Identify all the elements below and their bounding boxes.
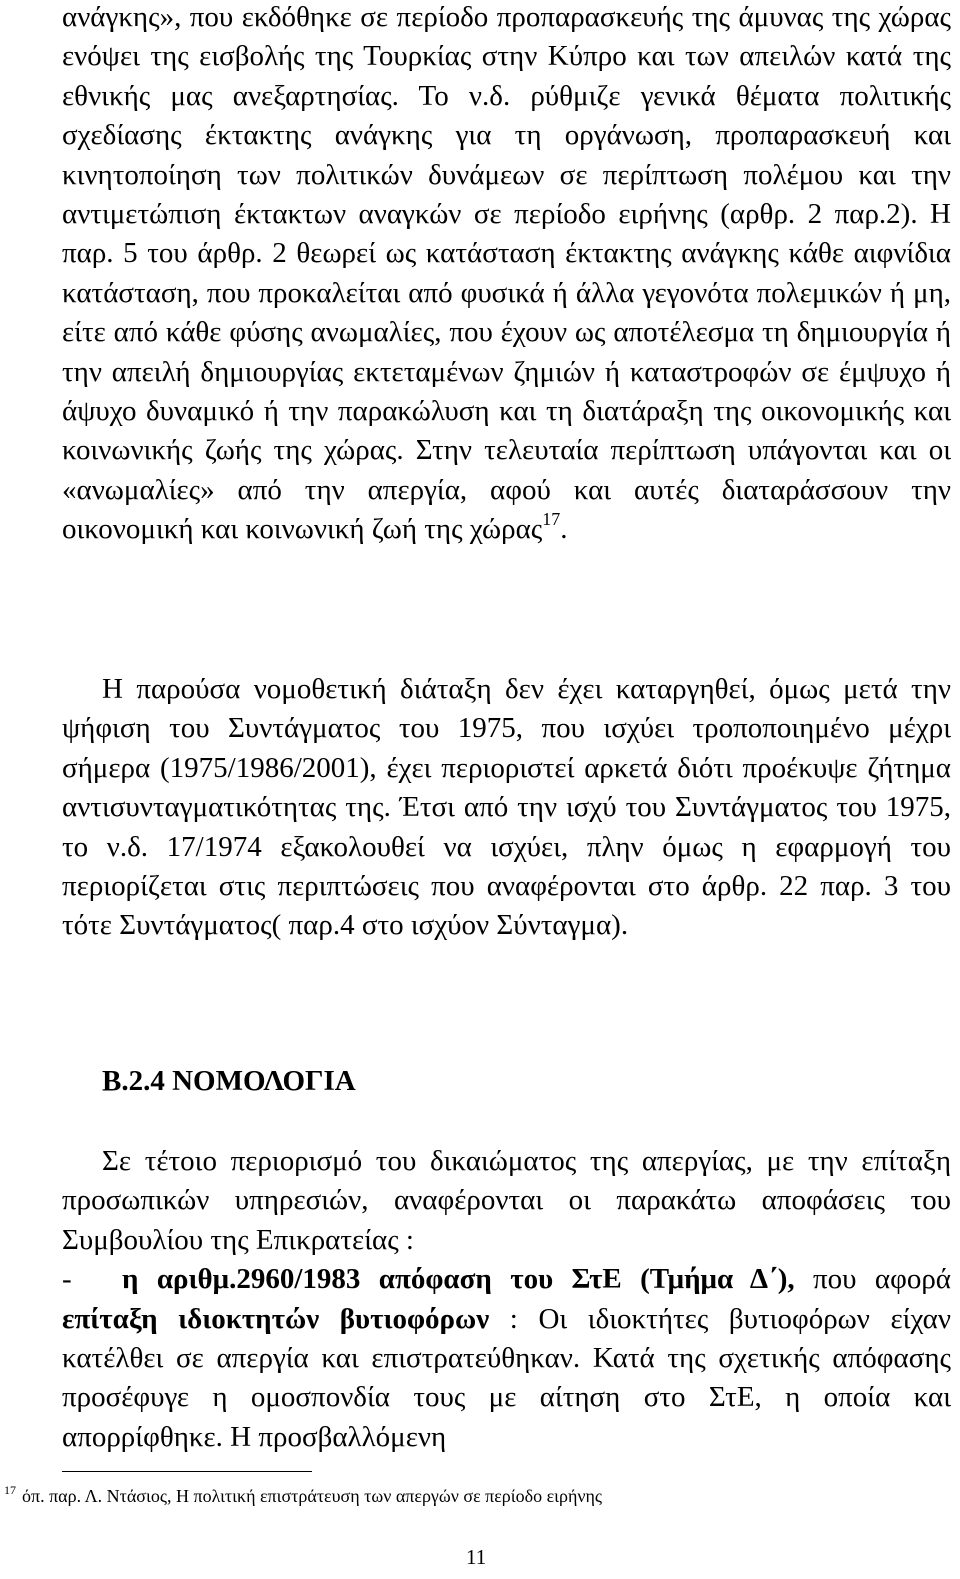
footnote-mark: 17: [4, 1483, 16, 1497]
section-heading: Β.2.4 ΝΟΜΟΛΟΓΙΑ: [102, 1065, 356, 1097]
paragraph-case-law-intro: Σε τέτοιο περιορισμό του δικαιώματος της απεργίας, με την επίταξη προσωπικών υπηρεσιών, αναφέρονται οι παρακάτω αποφάσεις του Συμβουλίου της Επικρατείας :: [62, 1145, 951, 1256]
case-text-a: που αφορά: [794, 1263, 951, 1296]
list-dash: -: [62, 1263, 72, 1296]
paragraph-end: .: [560, 513, 568, 546]
case-subject: επίταξη ιδιοκτητών βυτιοφόρων: [62, 1302, 490, 1335]
paragraph-block-top: [62, 0, 951, 550]
paragraph-current-status: Η παρούσα νομοθετική διάταξη δεν έχει καταργηθεί, όμως μετά την ψήφιση του Συντάγματος του 1975, που ισχύει τροποποιημένο μέχρι σήμερα (1975/1986/2001), έχει περιοριστεί αρκετά διότι προέκυψε ζήτημα αντισυνταγματικότητας της. Έτσι από την ισχύ του Συντάγματος του 1975, το ν.δ. 17/1974 εξακολουθεί να ισχύει, πλην όμως η εφαρμογή του περιορίζεται στις περιπτώσεις που αναφέρονται στο άρθρ. 22 παρ. 3 του τότε Συντάγματος( παρ.4 στο ισχύον Σύνταγμα).: [62, 673, 951, 942]
paragraph-block-mid: [62, 670, 951, 946]
case-text-b: : Οι ιδιοκτήτες βυτιοφόρων είχαν κατέλθει σε απεργία και επιστρατεύθηκαν. Κατά της σχετικής απόφασης προσέφυγε η ομοσπονδία τους με αίτηση στο ΣτΕ, η οποία και απορρίφθηκε. Η προσβαλλόμενη: [62, 1302, 951, 1453]
list-item-case: [62, 1260, 951, 1457]
paragraph-text: ανάγκης», που εκδόθηκε σε περίοδο προπαρασκευής της άμυνας της χώρας ενόψει της εισβολής της Τουρκίας στην Κύπρο και των απειλών κατά της εθνικής μας ανεξαρτησίας. Το ν.δ. ρύθμιζε γενικά θέματα πολιτικής σχεδίασης έκτακτης ανάγκης για τη οργάνωση, προπαρασκευή και κινητοποίηση των πολιτικών δυνάμεων σε περίπτωση πολέμου και την αντιμετώπιση έκτακτων αναγκών σε περίοδο ειρήνης (αρθρ. 2 παρ.2). Η παρ. 5 του άρθρ. 2 θεωρεί ως κατάσταση έκτακτης ανάγκης κάθε αιφνίδια κατάσταση, που προκαλείται από φυσικά ή άλλα γεγονότα πολεμικών ή μη, είτε από κάθε φύσης ανωμαλίες, που έχουν ως αποτέλεσμα τη δημιουργία ή την απειλή δημιουργίας εκτεταμένων ζημιών ή καταστροφών σε έμψυχο ή άψυχο δυναμικό ή την παρακώλυση και τη διατάραξη της οικονομικής και κοινωνικής ζωής της χώρας. Στην τελευταία περίπτωση υπάγονται και οι «ανωμαλίες» από την απεργία, αφού και αυτές διαταράσσουν την οικονομική και κοινωνική ζωή της χώρας: [62, 1, 951, 546]
paragraph-block-low: [62, 1142, 951, 1457]
footnote-reference[interactable]: 17: [542, 509, 561, 530]
footnote-divider: [62, 1471, 312, 1472]
page-number: 11: [466, 1545, 487, 1569]
footnote: [4, 1484, 602, 1510]
footnote-text: όπ. παρ. Λ. Ντάσιος, Η πολιτική επιστράτευση των απεργών σε περίοδο ειρήνης: [22, 1486, 603, 1506]
case-reference: η αριθμ.2960/1983 απόφαση του ΣτΕ (Τμήμα Δ΄),: [122, 1263, 795, 1296]
paragraph-decree-description: [62, 0, 951, 550]
